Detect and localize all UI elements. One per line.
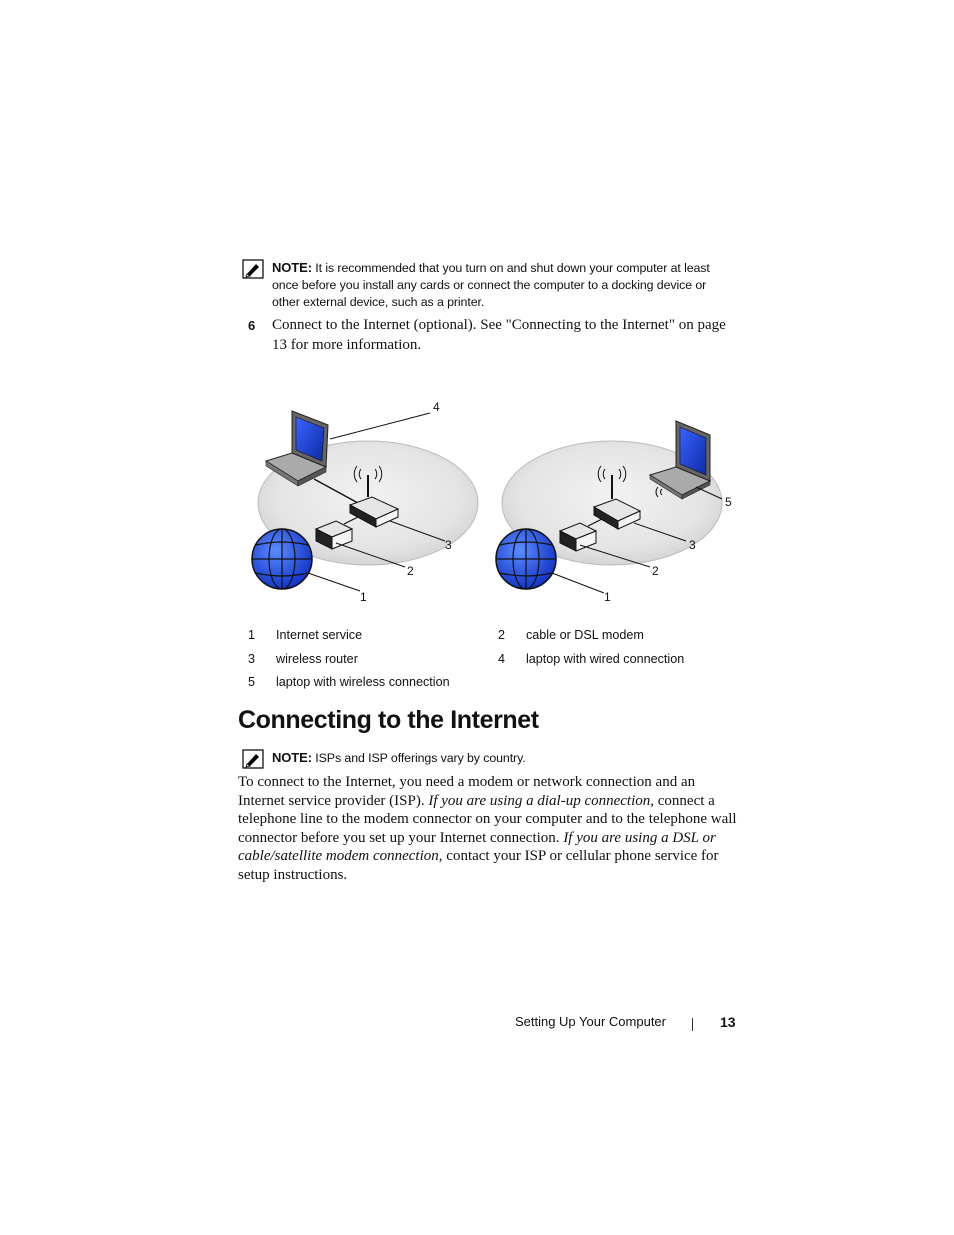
legend-label: wireless router [276,652,358,666]
network-diagram-art [240,395,740,610]
page-footer [0,1014,954,1034]
callout-5: 5 [725,495,732,509]
note-label: NOTE: [272,260,312,275]
section-heading: Connecting to the Internet [238,706,539,734]
note-body: ISPs and ISP offerings vary by country. [315,751,526,765]
body-italic-2: If you are using a DSL or cable/satellite modem connection [238,829,716,865]
body-italic-1: If you are using a dial-up connection [428,792,651,809]
callout-3-right: 3 [689,538,696,552]
callout-1-right: 1 [604,590,611,604]
note-pencil-icon [242,749,264,769]
internet-globe-icon-right [496,529,556,589]
note-text [272,259,737,311]
network-diagram [240,395,740,610]
legend-number: 4 [498,652,506,666]
legend-label: cable or DSL modem [526,628,644,642]
legend-number: 5 [248,675,256,689]
note-pencil-icon [242,259,264,279]
callout-1-left: 1 [360,590,367,604]
legend-label: laptop with wireless connection [276,675,450,689]
body-text-1: To connect to the Internet, you need a modem or network connection and an Internet service provider (ISP). [238,774,696,809]
step-text: Connect to the Internet (optional). See "Connecting to the Internet" on page 13 for more information. [272,317,726,353]
step-number: 6 [248,318,256,333]
page-number: 13 [720,1014,736,1030]
footer-separator [692,1018,693,1031]
note-label: NOTE: [272,750,312,765]
legend-label: laptop with wired connection [526,652,685,666]
note-body: It is recommended that you turn on and shut down your computer at least once before you install any cards or connect the computer to a docking device or other external device, such as a printer. [272,261,710,309]
legend-label: Internet service [276,628,363,642]
body-text-3: , contact your ISP or cellular phone service for setup instructions. [238,848,719,883]
legend-number: 1 [248,628,256,642]
left-scene [252,411,478,591]
note-text [272,749,737,767]
body-text-2: , connect a telephone line to the modem connector on your computer and to the telephone wall connector before you set up your Internet connection. [238,792,737,846]
legend-number: 3 [248,652,256,666]
callout-2-right: 2 [652,564,659,578]
callout-4: 4 [433,400,440,414]
callout-3-left: 3 [445,538,452,552]
legend-number: 2 [498,628,506,642]
internet-globe-icon [252,529,312,589]
footer-section-title: Setting Up Your Computer [514,1014,666,1029]
callout-2-left: 2 [407,564,414,578]
right-scene [496,421,722,593]
body-paragraph [238,773,738,885]
